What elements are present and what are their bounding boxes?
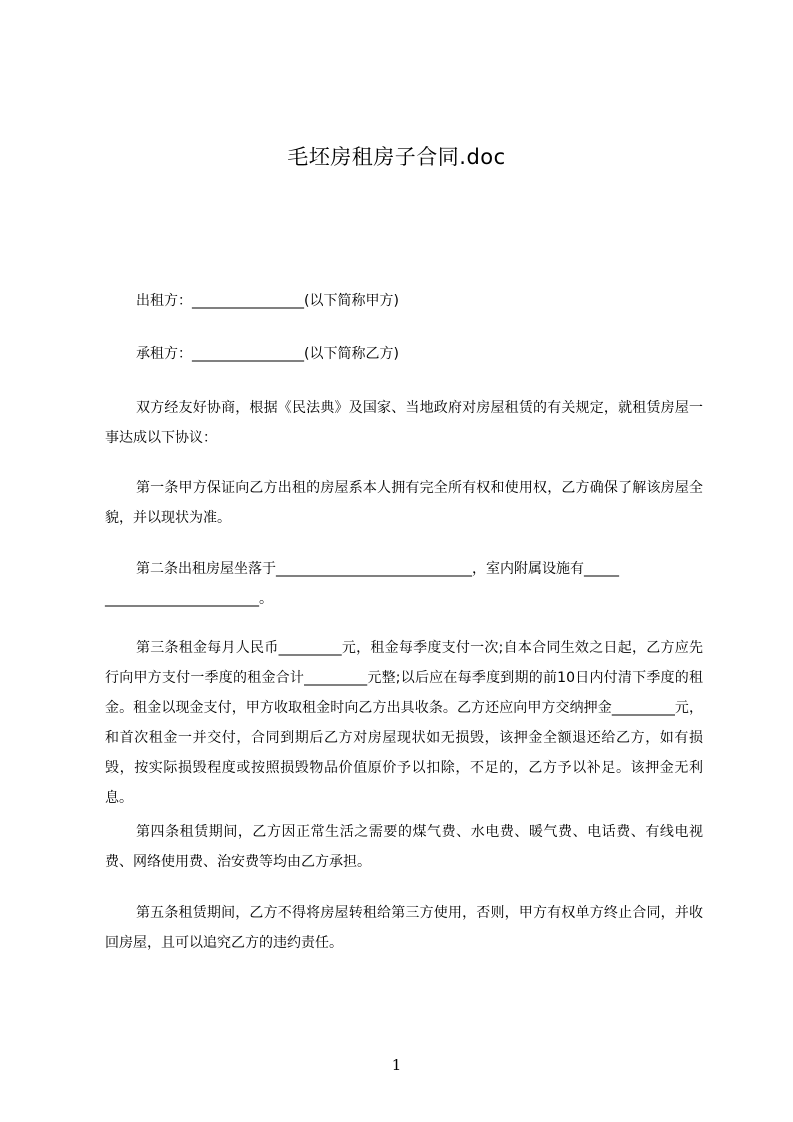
- intro-paragraph: 双方经友好协商，根据《民法典》及国家、当地政府对房屋租赁的有关规定，就租赁房屋一事达成以下协议：: [105, 400, 703, 446]
- article-4-paragraph: 第四条租赁期间，乙方因正常生活之需要的煤气费、水电费、暖气费、电话费、有线电视费、网络使用费、治安费等均由乙方承担。: [105, 824, 703, 870]
- lessee-line: 承租方：________________(以下简称乙方): [136, 346, 399, 362]
- article-2-paragraph: 第二条出租房屋坐落于____________________________，室内附属设施有_____ ______________________。: [105, 561, 619, 607]
- article-5-paragraph: 第五条租赁期间，乙方不得将房屋转租给第三方使用，否则，甲方有权单方终止合同，并收回房屋，且可以追究乙方的违约责任。: [105, 905, 703, 951]
- article-3-paragraph: 第三条租金每月人民币_________元，租金每季度支付一次;自本合同生效之日起，乙方应先行向甲方支付一季度的租金合计_________元整;以后应在每季度到期的前10日内付清下季度的租金。租金以现金支付，甲方收取租金时向乙方出具收条。乙方还应向甲方交纳押金_________元，和首次租金一并交付，合同到期后乙方对房屋现状如无损毁，该押金全额退还给乙方，如有损毁，按实际损毁程度或按照损毁物品价值原价予以扣除，不足的，乙方予以补足。该押金无利息。: [105, 640, 703, 806]
- document-title: 毛坯房租房子合同.doc: [287, 145, 506, 169]
- page-number: 1: [391, 1056, 402, 1074]
- article-1-paragraph: 第一条甲方保证向乙方出租的房屋系本人拥有完全所有权和使用权，乙方确保了解该房屋全貌，并以现状为准。: [105, 480, 703, 526]
- lessor-line: 出租方：________________(以下简称甲方): [136, 293, 399, 309]
